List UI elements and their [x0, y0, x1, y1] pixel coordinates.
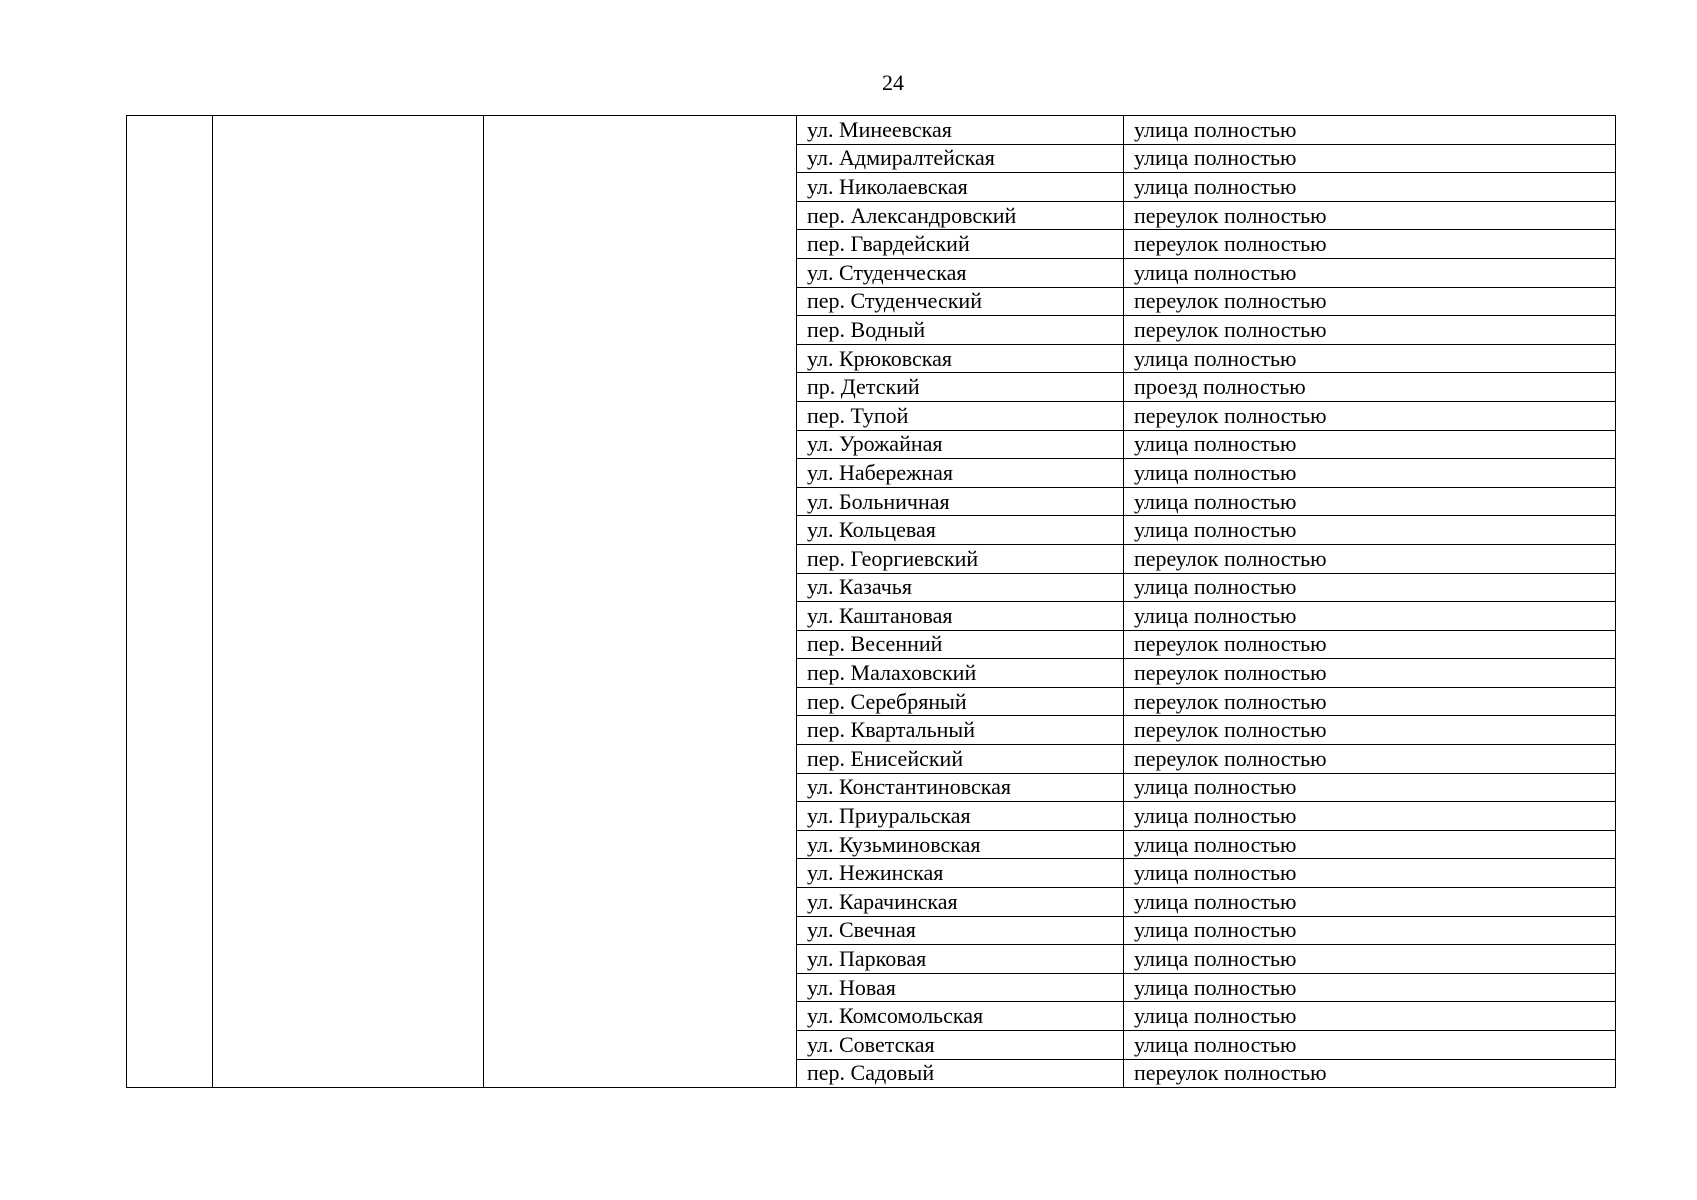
street-name-cell: ул. Свечная: [797, 916, 1124, 945]
street-extent-cell: улица полностью: [1124, 973, 1616, 1002]
street-extent-cell: переулок полностью: [1124, 201, 1616, 230]
street-extent-cell: улица полностью: [1124, 116, 1616, 145]
street-extent-cell: улица полностью: [1124, 144, 1616, 173]
street-name-cell: ул. Кольцевая: [797, 516, 1124, 545]
street-extent-cell: улица полностью: [1124, 802, 1616, 831]
settlement-cell: [484, 116, 797, 1088]
street-extent-cell: улица полностью: [1124, 945, 1616, 974]
street-extent-cell: улица полностью: [1124, 459, 1616, 488]
street-extent-cell: улица полностью: [1124, 173, 1616, 202]
street-name-cell: ул. Константиновская: [797, 773, 1124, 802]
street-name-cell: пер. Серебряный: [797, 687, 1124, 716]
page-number: 24: [882, 70, 904, 95]
street-name-cell: ул. Приуральская: [797, 802, 1124, 831]
street-name-cell: пер. Гвардейский: [797, 230, 1124, 259]
street-name-cell: ул. Казачья: [797, 573, 1124, 602]
street-extent-cell: переулок полностью: [1124, 1059, 1616, 1088]
street-name-cell: пер. Весенний: [797, 630, 1124, 659]
street-name-cell: пер. Георгиевский: [797, 544, 1124, 573]
street-name-cell: пер. Александровский: [797, 201, 1124, 230]
streets-table: [126, 115, 1616, 1088]
street-name-cell: ул. Крюковская: [797, 344, 1124, 373]
street-name-cell: пер. Енисейский: [797, 745, 1124, 774]
street-extent-cell: переулок полностью: [1124, 716, 1616, 745]
street-extent-cell: улица полностью: [1124, 916, 1616, 945]
street-extent-cell: переулок полностью: [1124, 687, 1616, 716]
street-name-cell: пер. Студенческий: [797, 287, 1124, 316]
street-name-cell: пр. Детский: [797, 373, 1124, 402]
street-extent-cell: улица полностью: [1124, 773, 1616, 802]
street-extent-cell: переулок полностью: [1124, 745, 1616, 774]
street-extent-cell: улица полностью: [1124, 1031, 1616, 1060]
street-extent-cell: переулок полностью: [1124, 230, 1616, 259]
street-name-cell: ул. Советская: [797, 1031, 1124, 1060]
street-extent-cell: улица полностью: [1124, 573, 1616, 602]
street-extent-cell: улица полностью: [1124, 430, 1616, 459]
street-name-cell: ул. Кузьминовская: [797, 830, 1124, 859]
street-name-cell: ул. Новая: [797, 973, 1124, 1002]
street-name-cell: ул. Николаевская: [797, 173, 1124, 202]
street-name-cell: ул. Адмиралтейская: [797, 144, 1124, 173]
street-name-cell: ул. Комсомольская: [797, 1002, 1124, 1031]
street-name-cell: ул. Больничная: [797, 487, 1124, 516]
street-extent-cell: переулок полностью: [1124, 316, 1616, 345]
street-name-cell: пер. Квартальный: [797, 716, 1124, 745]
street-extent-cell: переулок полностью: [1124, 659, 1616, 688]
street-name-cell: пер. Тупой: [797, 401, 1124, 430]
street-extent-cell: улица полностью: [1124, 1002, 1616, 1031]
street-name-cell: ул. Каштановая: [797, 602, 1124, 631]
street-name-cell: пер. Водный: [797, 316, 1124, 345]
street-extent-cell: улица полностью: [1124, 888, 1616, 917]
street-name-cell: ул. Урожайная: [797, 430, 1124, 459]
street-name-cell: ул. Студенческая: [797, 258, 1124, 287]
district-cell: [213, 116, 484, 1088]
street-name-cell: ул. Набережная: [797, 459, 1124, 488]
street-name-cell: ул. Парковая: [797, 945, 1124, 974]
index-cell: [127, 116, 213, 1088]
table-body: [127, 116, 1616, 1088]
street-name-cell: ул. Карачинская: [797, 888, 1124, 917]
street-name-cell: пер. Садовый: [797, 1059, 1124, 1088]
street-extent-cell: переулок полностью: [1124, 401, 1616, 430]
street-extent-cell: улица полностью: [1124, 516, 1616, 545]
street-extent-cell: улица полностью: [1124, 859, 1616, 888]
street-extent-cell: улица полностью: [1124, 602, 1616, 631]
street-extent-cell: улица полностью: [1124, 344, 1616, 373]
street-name-cell: пер. Малаховский: [797, 659, 1124, 688]
table-row: [127, 116, 1616, 145]
street-extent-cell: улица полностью: [1124, 487, 1616, 516]
street-extent-cell: проезд полностью: [1124, 373, 1616, 402]
street-extent-cell: переулок полностью: [1124, 630, 1616, 659]
street-name-cell: ул. Нежинская: [797, 859, 1124, 888]
street-name-cell: ул. Минеевская: [797, 116, 1124, 145]
street-extent-cell: улица полностью: [1124, 830, 1616, 859]
street-extent-cell: переулок полностью: [1124, 287, 1616, 316]
street-extent-cell: улица полностью: [1124, 258, 1616, 287]
street-extent-cell: переулок полностью: [1124, 544, 1616, 573]
